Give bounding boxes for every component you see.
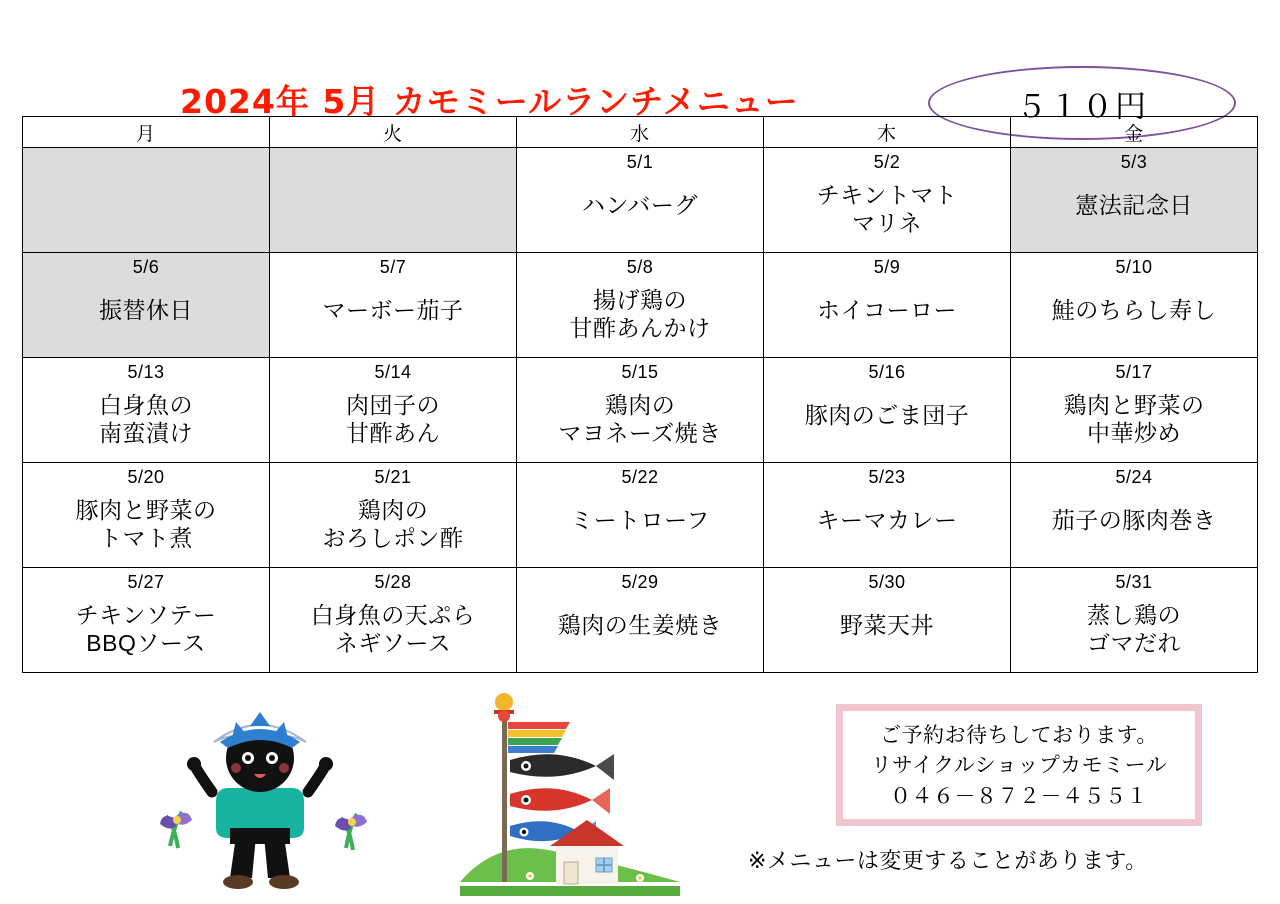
calendar-cell <box>23 568 270 673</box>
cell-menu <box>270 153 516 161</box>
table-row <box>23 568 1258 673</box>
koinobori-carp-streamer-icon <box>460 686 680 896</box>
cell-menu: 憲法記念日 <box>1075 191 1193 218</box>
calendar-cell <box>270 568 517 673</box>
calendar-cell-holiday <box>23 253 270 358</box>
cell-date: 5/22 <box>621 467 659 487</box>
menu-calendar-table <box>22 116 1258 673</box>
cell-date: 5/7 <box>379 257 407 277</box>
menu-change-footnote: ※メニューは変更することがあります。 <box>748 848 1148 873</box>
calendar-header-row <box>23 117 1258 148</box>
cell-menu: 白身魚の天ぷら ネギソース <box>310 601 476 656</box>
weekday-header-mon: 月 <box>23 117 270 148</box>
cell-date: 5/29 <box>621 572 659 592</box>
cell-menu: 鮭のちらし寿し <box>1051 296 1217 323</box>
calendar-cell <box>1011 568 1258 673</box>
table-row <box>23 463 1258 568</box>
cell-menu: チキンソテー BBQソース <box>75 601 217 656</box>
cell-date: 5/15 <box>621 362 659 382</box>
cell-menu: 鶏肉の おろしポン酢 <box>322 496 464 551</box>
calendar-cell <box>517 358 764 463</box>
cell-menu: 野菜天丼 <box>840 611 934 638</box>
cell-date: 5/17 <box>1115 362 1153 382</box>
calendar-cell <box>270 148 517 253</box>
weekday-header-tue: 火 <box>270 117 517 148</box>
cell-date: 5/16 <box>868 362 906 382</box>
calendar-cell <box>23 463 270 568</box>
cell-menu: 鶏肉の生姜焼き <box>557 611 723 638</box>
cell-menu: マーボー茄子 <box>322 296 464 323</box>
calendar-cell <box>270 358 517 463</box>
cell-menu: 茄子の豚肉巻き <box>1051 506 1217 533</box>
cell-date: 5/20 <box>127 467 165 487</box>
cell-menu: 鶏肉と野菜の 中華炒め <box>1063 391 1205 446</box>
calendar-cell <box>270 253 517 358</box>
calendar-cell <box>764 358 1011 463</box>
cell-menu: 豚肉のごま団子 <box>804 401 970 428</box>
calendar-cell-holiday <box>1011 148 1258 253</box>
cell-menu: チキントマト マリネ <box>816 181 958 236</box>
cell-date: 5/13 <box>127 362 165 382</box>
cell-menu: 揚げ鶏の 甘酢あんかけ <box>569 286 711 341</box>
calendar-cell <box>23 148 270 253</box>
page-title: 2024年 5月 カモミールランチメニュー <box>180 82 799 121</box>
cell-date: 5/30 <box>868 572 906 592</box>
table-row <box>23 358 1258 463</box>
calendar-cell <box>1011 358 1258 463</box>
calendar-cell <box>764 463 1011 568</box>
cell-date: 5/24 <box>1115 467 1153 487</box>
cell-date: 5/28 <box>374 572 412 592</box>
cell-menu: 鶏肉の マヨネーズ焼き <box>558 391 722 446</box>
calendar-cell <box>517 568 764 673</box>
cell-menu: 振替休日 <box>99 296 193 323</box>
cell-date: 5/21 <box>374 467 412 487</box>
cell-menu <box>23 153 269 161</box>
cell-date: 5/3 <box>1120 152 1148 172</box>
cell-menu: ハンバーグ <box>582 191 698 218</box>
cell-menu: 蒸し鶏の ゴマだれ <box>1087 601 1181 656</box>
reservation-notice-content <box>843 711 1195 812</box>
weekday-header-fri: 金 <box>1011 117 1258 148</box>
cell-date: 5/10 <box>1115 257 1153 277</box>
cell-menu: キーマカレー <box>816 506 958 533</box>
cell-menu: ホイコーロー <box>816 296 958 323</box>
calendar-cell <box>270 463 517 568</box>
calendar-cell <box>517 463 764 568</box>
cell-date: 5/1 <box>626 152 654 172</box>
cell-menu: ミートローフ <box>570 506 710 533</box>
calendar-cell <box>517 253 764 358</box>
price-label: ５１０円 <box>1016 89 1148 124</box>
footer-section <box>0 686 1280 904</box>
cell-menu: 肉団子の 甘酢あん <box>346 391 440 446</box>
kintaro-samurai-helmet-icon <box>150 696 370 896</box>
cell-menu: 豚肉と野菜の トマト煮 <box>75 496 217 551</box>
weekday-header-thu: 木 <box>764 117 1011 148</box>
cell-date: 5/2 <box>873 152 901 172</box>
cell-date: 5/8 <box>626 257 654 277</box>
calendar-cell <box>1011 463 1258 568</box>
calendar-cell <box>764 148 1011 253</box>
cell-date: 5/27 <box>127 572 165 592</box>
cell-date: 5/6 <box>132 257 160 277</box>
calendar-cell <box>764 568 1011 673</box>
notice-line-shop-name: リサイクルショップカモミール <box>870 754 1168 778</box>
calendar-cell <box>764 253 1011 358</box>
reservation-notice-box <box>836 704 1202 826</box>
calendar-cell <box>1011 253 1258 358</box>
page-header <box>0 34 1280 124</box>
table-row <box>23 148 1258 253</box>
weekday-header-wed: 水 <box>517 117 764 148</box>
notice-line-phone: ０４６－８７２－４５５１ <box>890 784 1148 808</box>
calendar-cell <box>23 358 270 463</box>
cell-date: 5/23 <box>868 467 906 487</box>
calendar-body <box>23 148 1258 673</box>
cell-date: 5/9 <box>873 257 901 277</box>
table-row <box>23 253 1258 358</box>
calendar-cell <box>517 148 764 253</box>
notice-line-reservation: ご予約お待ちしております。 <box>880 724 1158 747</box>
cell-date: 5/14 <box>374 362 412 382</box>
cell-date: 5/31 <box>1115 572 1153 592</box>
cell-menu: 白身魚の 南蛮漬け <box>99 391 193 446</box>
